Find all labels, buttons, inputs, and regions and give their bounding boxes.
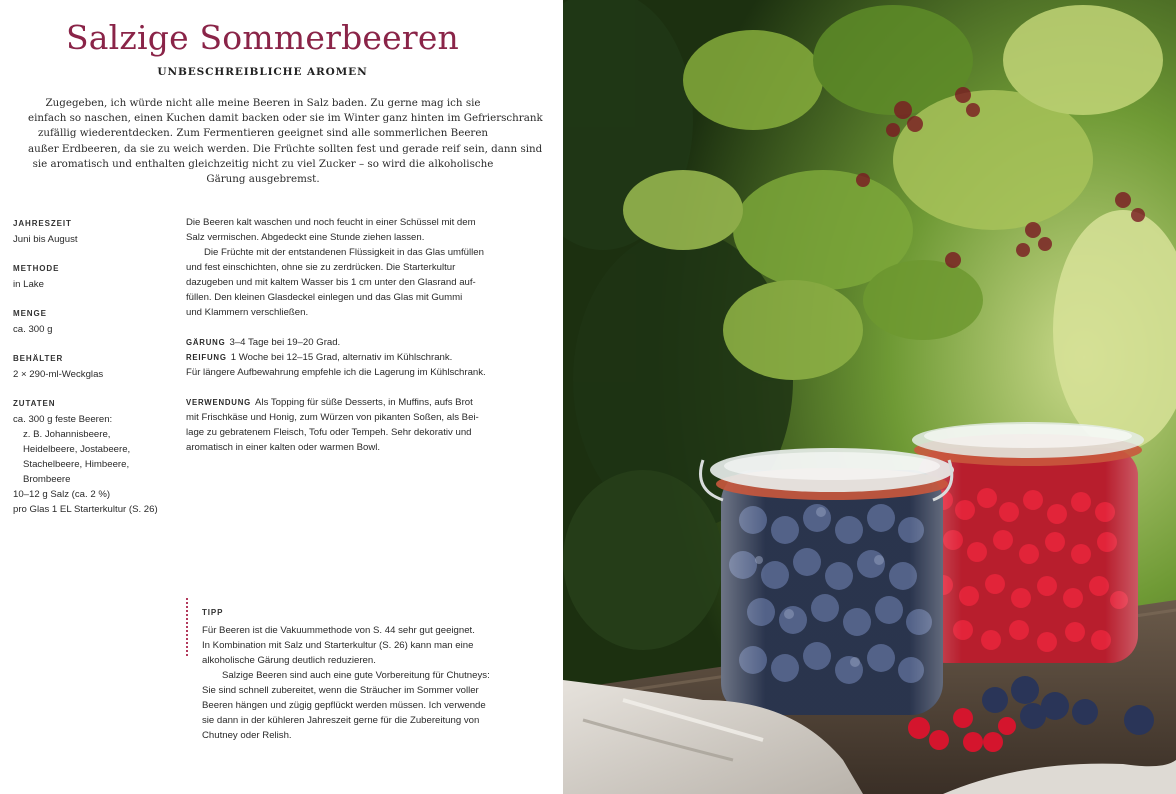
- season-label: JAHRESZEIT: [13, 219, 72, 228]
- usage-label: VERWENDUNG: [186, 398, 252, 407]
- photo-page: [563, 0, 1176, 794]
- recipe-page: [0, 0, 563, 794]
- instruction-line: dazugeben und mit kaltem Wasser bis 1 cm unter den Glasrand auf-: [186, 277, 476, 288]
- ingredient-line: Brombeere: [23, 474, 71, 485]
- instructions-column: [186, 215, 526, 455]
- intro-line: außer Erdbeeren, da sie zu weich werden. Die Früchte sollten fest und gerade reif sein, dann sind: [28, 142, 543, 155]
- season-group: [13, 218, 178, 247]
- recipe-meta-column: [13, 218, 178, 533]
- storage-line: Für längere Aufbewahrung empfehle ich die Lagerung im Kühlschrank.: [186, 367, 486, 378]
- usage-line: lage zu gebratenem Fleisch, Tofu oder Tempeh. Sehr dekorativ und: [186, 427, 472, 438]
- season-value: Juni bis August: [13, 234, 78, 245]
- ingredient-line: 10–12 g Salz (ca. 2 %): [13, 489, 111, 500]
- redcurrant-jar: [912, 422, 1144, 663]
- tip-text: [202, 623, 522, 743]
- recipe-subtitle: UNBESCHREIBLICHE AROMEN: [157, 66, 368, 78]
- instruction-line: Die Beeren kalt waschen und noch feucht in einer Schüssel mit dem: [186, 217, 476, 228]
- ripening-line: [186, 350, 526, 365]
- recipe-title: Salzige Sommerbeeren: [65, 18, 460, 57]
- instruction-line: und fest einschichten, ohne sie zu zerdrücken. Die Starterkultur: [186, 262, 456, 273]
- ingredients-label: ZUTATEN: [13, 399, 56, 408]
- intro-paragraph: [28, 96, 543, 187]
- usage-line: aromatisch in einer kalten oder warmen Bowl.: [186, 442, 381, 453]
- container-value: 2 × 290-ml-Weckglas: [13, 369, 104, 380]
- method-group: [13, 263, 178, 292]
- instruction-line: Salz vermischen. Abgedeckt eine Stunde ziehen lassen.: [186, 232, 425, 243]
- method-value: in Lake: [13, 279, 44, 290]
- usage-line: mit Frischkäse und Honig, zum Würzen von pikanten Soßen, als Bei-: [186, 412, 479, 423]
- blueberry-jar: [701, 448, 955, 715]
- tip-dotted-bar: [186, 598, 188, 658]
- usage-text: Als Topping für süße Desserts, in Muffins, aufs Brot: [255, 397, 473, 408]
- intro-line: sie aromatisch und enthalten gleichzeitig nicht zu viel Zucker – so wird die alkoholische: [32, 157, 494, 170]
- berry-jars-photo: [563, 0, 1176, 794]
- ripening-label: REIFUNG: [186, 353, 227, 362]
- instruction-line: Die Früchte mit der entstandenen Flüssigkeit in das Glas umfüllen: [204, 247, 484, 258]
- ingredient-line: z. B. Johannisbeere,: [23, 429, 111, 440]
- method-label: METHODE: [13, 264, 60, 273]
- usage-line: [186, 395, 526, 410]
- tip-line: Beeren hängen und zügig gepflückt werden müssen. Ich verwende: [202, 700, 486, 711]
- ingredient-line: Stachelbeere, Himbeere,: [23, 459, 130, 470]
- instruction-line: füllen. Den kleinen Glasdeckel einlegen und das Glas mit Gummi: [186, 292, 463, 303]
- ingredients-list: [13, 412, 178, 517]
- ripening-text: 1 Woche bei 12–15 Grad, alternativ im Kühlschrank.: [230, 352, 453, 363]
- tip-line: Chutney oder Relish.: [202, 730, 292, 741]
- instruction-line: und Klammern verschließen.: [186, 307, 309, 318]
- tip-line: Sie sind schnell zubereitet, wenn die Sträucher im Sommer voller: [202, 685, 479, 696]
- container-label: BEHÄLTER: [13, 354, 64, 363]
- ingredient-line: ca. 300 g feste Beeren:: [13, 414, 113, 425]
- ingredient-line: pro Glas 1 EL Starterkultur (S. 26): [13, 504, 158, 515]
- tip-line: Salzige Beeren sind auch eine gute Vorbereitung für Chutneys:: [222, 670, 490, 681]
- container-group: [13, 353, 178, 382]
- intro-line: einfach so naschen, einen Kuchen damit backen oder sie im Winter ganz hinten im Gefrierschrank: [28, 112, 543, 125]
- tip-line: In Kombination mit Salz und Starterkultur (S. 26) kann man eine: [202, 640, 474, 651]
- amount-group: [13, 308, 178, 337]
- fermentation-text: 3–4 Tage bei 19–20 Grad.: [229, 337, 341, 348]
- intro-line: zufällig wiederentdecken. Zum Fermentieren geeignet sind alle sommerlichen Beeren: [37, 127, 489, 140]
- ingredient-line: Heidelbeere, Jostabeere,: [23, 444, 131, 455]
- tip-line: Für Beeren ist die Vakuummethode von S. 44 sehr gut geeignet.: [202, 625, 475, 636]
- fermentation-line: [186, 335, 526, 350]
- tip-line: alkoholische Gärung deutlich reduzieren.: [202, 655, 376, 666]
- tip-line: sie dann in der kühleren Jahreszeit gerne für die Zubereitung von: [202, 715, 480, 726]
- intro-line: Zugegeben, ich würde nicht alle meine Beeren in Salz baden. Zu gerne mag ich sie: [45, 97, 481, 109]
- intro-line: Gärung ausgebremst.: [206, 173, 320, 186]
- amount-label: MENGE: [13, 309, 47, 318]
- tip-label: TIPP: [202, 608, 224, 617]
- amount-value: ca. 300 g: [13, 324, 53, 335]
- fermentation-label: GÄRUNG: [186, 338, 226, 347]
- ingredients-group: [13, 398, 178, 517]
